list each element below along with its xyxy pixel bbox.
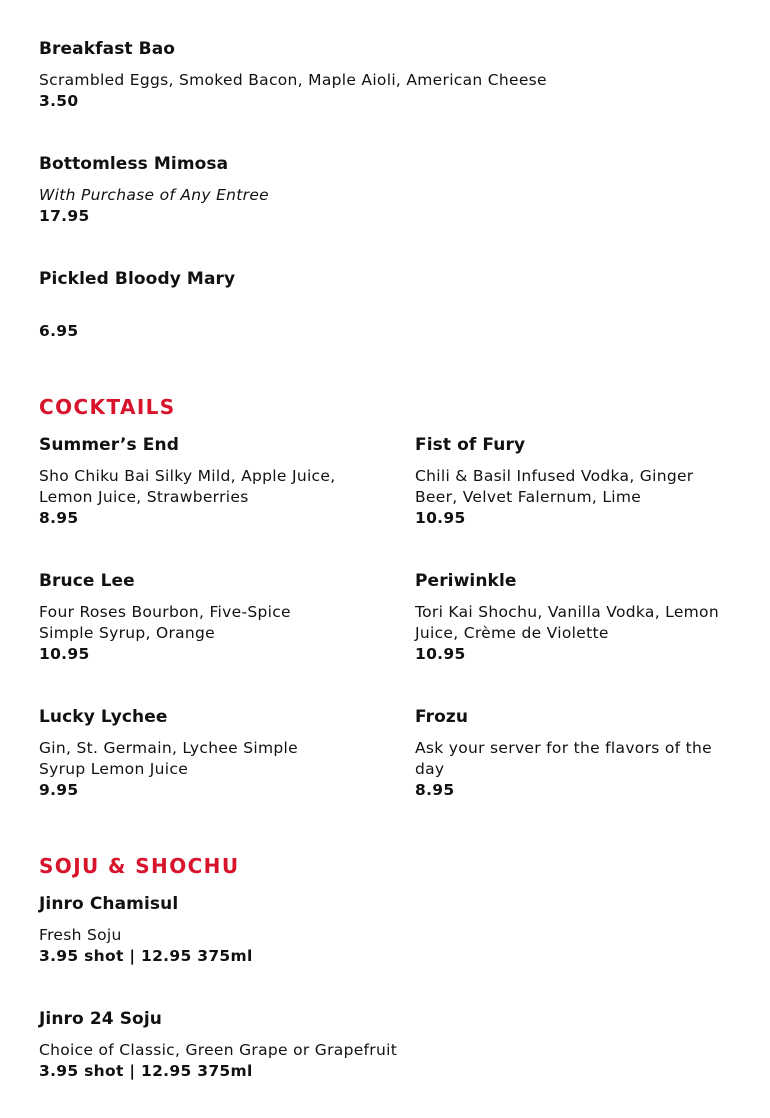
item-price: 3.50 (39, 92, 79, 110)
item-description: Choice of Classic, Green Grape or Grapefruit (39, 1041, 398, 1059)
cocktails-grid (39, 434, 739, 801)
menu-page (39, 38, 739, 1082)
item-name: Summer’s End (39, 435, 179, 455)
item-price: 6.95 (39, 322, 79, 340)
item-name: Fist of Fury (415, 435, 526, 455)
item-name: Frozu (415, 707, 469, 727)
menu-item-periwinkle (415, 570, 735, 665)
item-price: 17.95 (39, 207, 90, 225)
item-description: Tori Kai Shochu, Vanilla Vodka, Lemon Juice, Crème de Violette (415, 603, 719, 642)
item-description: Gin, St. Germain, Lychee Simple Syrup Lemon Juice (39, 739, 298, 778)
menu-item-jinro-24-soju (39, 1008, 739, 1082)
item-price: 8.95 (39, 509, 79, 527)
item-name: Lucky Lychee (39, 707, 168, 727)
menu-item-bruce-lee (39, 570, 415, 665)
section-title-soju-shochu: SOJU & SHOCHU (39, 854, 240, 878)
item-name: Bottomless Mimosa (39, 154, 229, 174)
section-title-cocktails: COCKTAILS (39, 395, 176, 419)
menu-item-pickled-bloody-mary (39, 268, 739, 342)
item-description: Sho Chiku Bai Silky Mild, Apple Juice, Lemon Juice, Strawberries (39, 467, 336, 506)
item-name: Jinro 24 Soju (39, 1009, 162, 1029)
cocktails-left-column (39, 434, 415, 801)
item-price: 3.95 shot | 12.95 375ml (39, 1062, 253, 1080)
menu-item-summers-end (39, 434, 415, 529)
menu-item-breakfast-bao (39, 38, 739, 112)
item-description: Four Roses Bourbon, Five-Spice Simple Syrup, Orange (39, 603, 291, 642)
item-name: Jinro Chamisul (39, 894, 179, 914)
menu-item-frozu (415, 706, 735, 801)
item-description: Fresh Soju (39, 926, 122, 944)
menu-item-bottomless-mimosa (39, 153, 739, 227)
item-price: 10.95 (415, 509, 466, 527)
item-name: Bruce Lee (39, 571, 135, 591)
item-price: 10.95 (415, 645, 466, 663)
item-name: Pickled Bloody Mary (39, 269, 236, 289)
item-price: 10.95 (39, 645, 90, 663)
menu-item-lucky-lychee (39, 706, 415, 801)
item-price: 9.95 (39, 781, 79, 799)
item-description: Scrambled Eggs, Smoked Bacon, Maple Aioli, American Cheese (39, 71, 547, 89)
item-price: 3.95 shot | 12.95 375ml (39, 947, 253, 965)
cocktails-right-column (415, 434, 735, 801)
menu-item-fist-of-fury (415, 434, 735, 529)
item-price: 8.95 (415, 781, 455, 799)
item-name: Breakfast Bao (39, 39, 176, 59)
item-description: Chili & Basil Infused Vodka, Ginger Beer, Velvet Falernum, Lime (415, 467, 694, 506)
item-name: Periwinkle (415, 571, 517, 591)
menu-item-jinro-chamisul (39, 893, 739, 967)
item-description: With Purchase of Any Entree (39, 186, 270, 204)
item-description: Ask your server for the flavors of the day (415, 739, 712, 778)
